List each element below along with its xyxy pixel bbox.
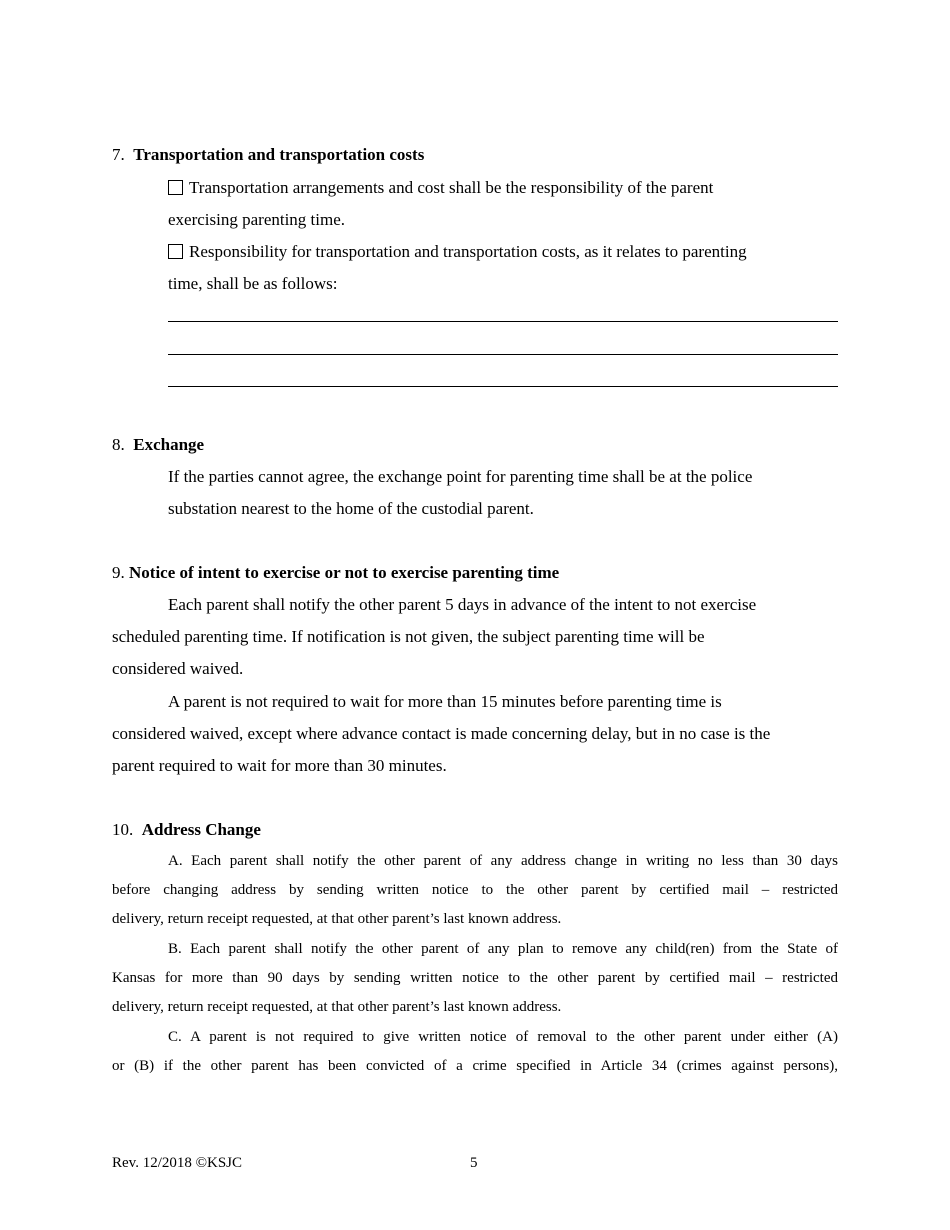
checkbox-option-2[interactable] <box>168 244 183 259</box>
blank-line-1[interactable] <box>168 321 838 322</box>
notice-paragraph-1: Each parent shall notify the other parent 5 days in advance of the intent to not exercise <box>168 595 757 614</box>
section-7-heading <box>112 145 424 165</box>
section-number: 10. <box>112 820 134 839</box>
address-paragraph-a: A. Each parent shall notify the other parent of any address change in writing no less than 30 days <box>168 853 838 869</box>
address-paragraph-c: C. A parent is not required to give written notice of removal to the other parent under either (A) <box>168 1029 838 1045</box>
section-9-heading <box>112 563 559 583</box>
address-paragraph-a: delivery, return receipt requested, at that other parent’s last known address. <box>112 911 562 927</box>
section-title: Exchange <box>133 435 205 454</box>
section-number: 9. <box>112 563 125 582</box>
transport-option-2: Responsibility for transportation and transportation costs, as it relates to parenting <box>168 242 747 262</box>
blank-line-3[interactable] <box>168 386 838 387</box>
notice-paragraph-2: parent required to wait for more than 30 minutes. <box>112 756 447 775</box>
exchange-text: If the parties cannot agree, the exchange point for parenting time shall be at the police <box>168 467 753 486</box>
footer-revision: Rev. 12/2018 ©KSJC <box>112 1155 243 1171</box>
notice-paragraph-1: considered waived. <box>112 659 244 678</box>
page-number: 5 <box>470 1155 478 1171</box>
transport-option-2-continued: time, shall be as follows: <box>168 274 338 293</box>
notice-paragraph-2: A parent is not required to wait for more than 15 minutes before parenting time is <box>168 692 722 711</box>
exchange-text: substation nearest to the home of the custodial parent. <box>168 499 534 518</box>
address-paragraph-b: delivery, return receipt requested, at that other parent’s last known address. <box>112 999 562 1015</box>
section-number: 8. <box>112 435 125 454</box>
address-paragraph-a: before changing address by sending written notice to the other parent by certified mail – restricted <box>112 882 838 898</box>
notice-paragraph-2: considered waived, except where advance contact is made concerning delay, but in no case is the <box>112 724 771 743</box>
section-title: Notice of intent to exercise or not to exercise parenting time <box>129 563 560 582</box>
notice-paragraph-1: scheduled parenting time. If notification is not given, the subject parenting time will be <box>112 627 705 646</box>
address-paragraph-b: Kansas for more than 90 days by sending written notice to the other parent by certified mail – restricted <box>112 970 838 986</box>
blank-line-2[interactable] <box>168 354 838 355</box>
section-title: Address Change <box>141 820 261 839</box>
address-paragraph-c: or (B) if the other parent has been convicted of a crime specified in Article 34 (crimes against persons), <box>112 1058 838 1074</box>
section-title: Transportation and transportation costs <box>133 145 425 164</box>
address-paragraph-b: B. Each parent shall notify the other parent of any plan to remove any child(ren) from the State of <box>168 941 838 957</box>
transport-option-1: Transportation arrangements and cost shall be the responsibility of the parent <box>168 178 713 198</box>
section-number: 7. <box>112 145 125 164</box>
section-10-heading <box>112 820 261 840</box>
section-8-heading <box>112 435 204 455</box>
transport-option-1-continued: exercising parenting time. <box>168 210 346 229</box>
checkbox-option-1[interactable] <box>168 180 183 195</box>
